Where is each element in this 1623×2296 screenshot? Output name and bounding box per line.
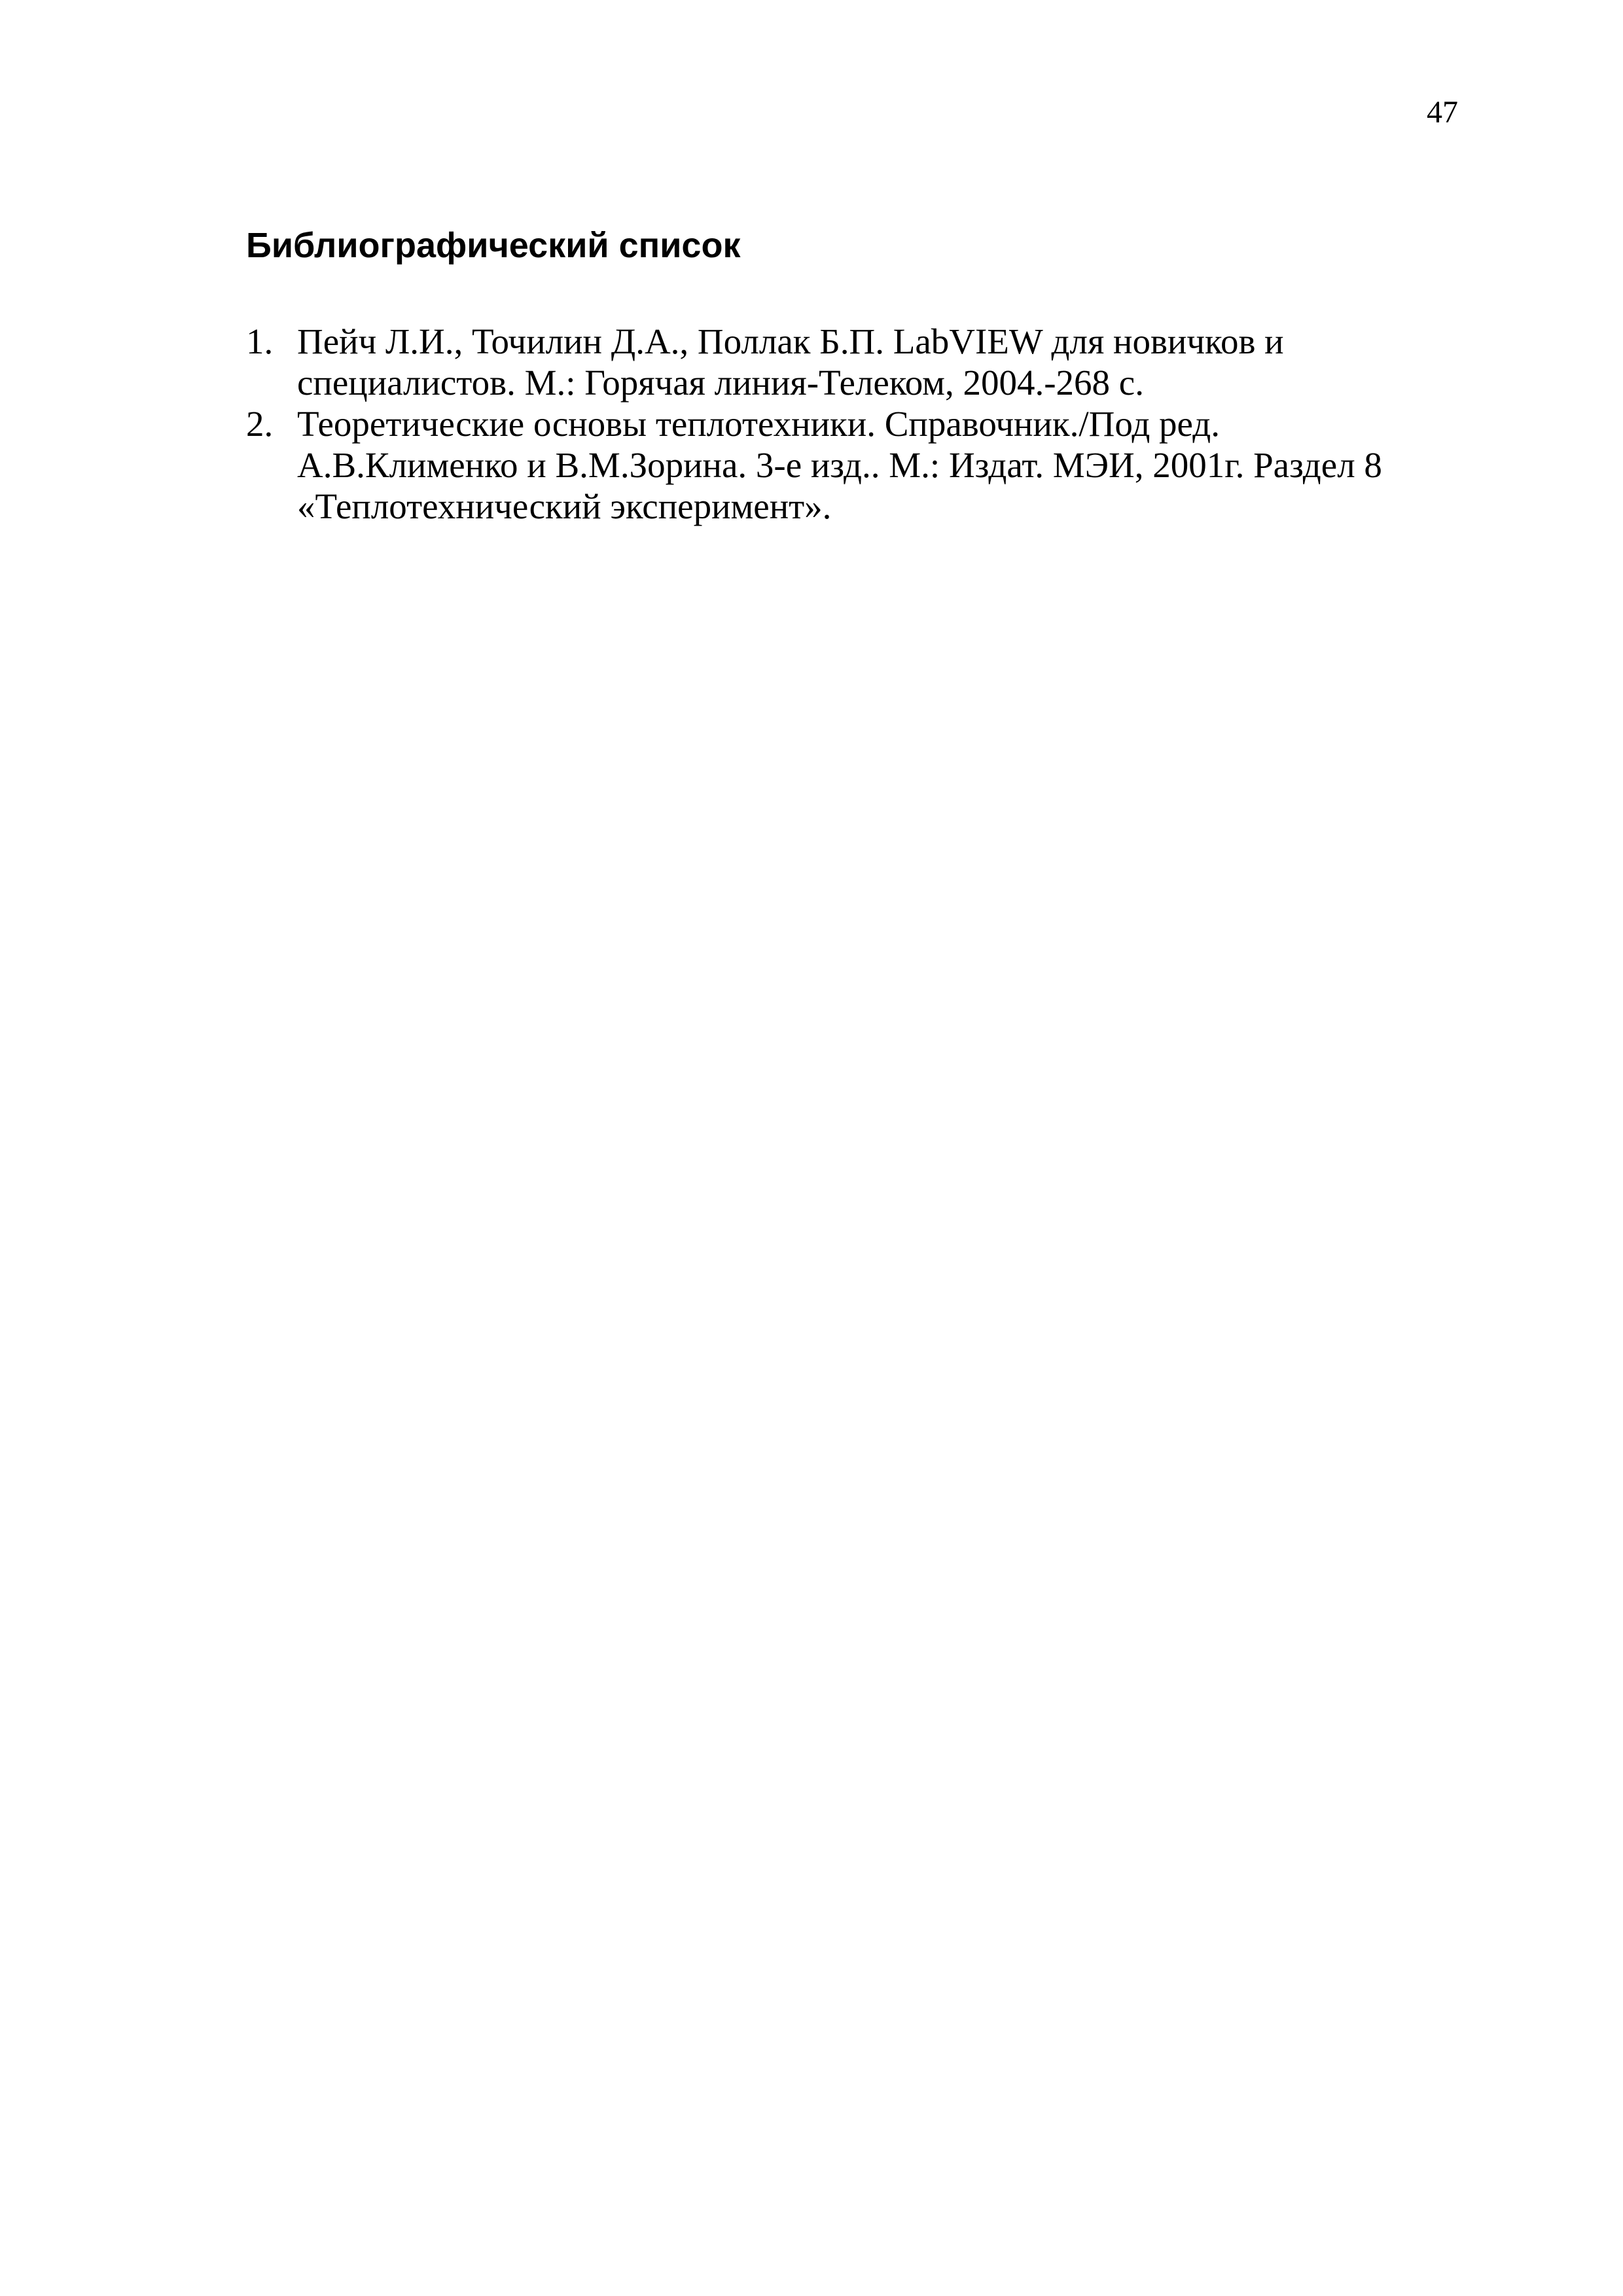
bibliography-item-number: 1. [246, 321, 274, 361]
page-number: 47 [1427, 95, 1458, 130]
bibliography-list [246, 321, 1476, 527]
bibliography-item-text-line: Теоретические основы теплотехники. Справочник./Под ред. [297, 404, 1220, 444]
bibliography-item-text-line: «Теплотехнический эксперимент». [297, 486, 832, 526]
bibliography-item-text-line: А.В.Клименко и В.М.Зорина. 3-е изд.. М.: Издат. МЭИ, 2001г. Раздел 8 [297, 445, 1382, 485]
bibliography-item-1 [246, 321, 1476, 403]
bibliography-item-text-line: специалистов. М.: Горячая линия-Телеком, 2004.-268 с. [297, 363, 1144, 403]
bibliography-item-text-line: Пейч Л.И., Точилин Д.А., Поллак Б.П. LabVIEW для новичков и [297, 321, 1284, 361]
bibliography-heading: Библиографический список [246, 226, 741, 265]
bibliography-item-2 [246, 403, 1476, 527]
bibliography-item-number: 2. [246, 404, 274, 444]
